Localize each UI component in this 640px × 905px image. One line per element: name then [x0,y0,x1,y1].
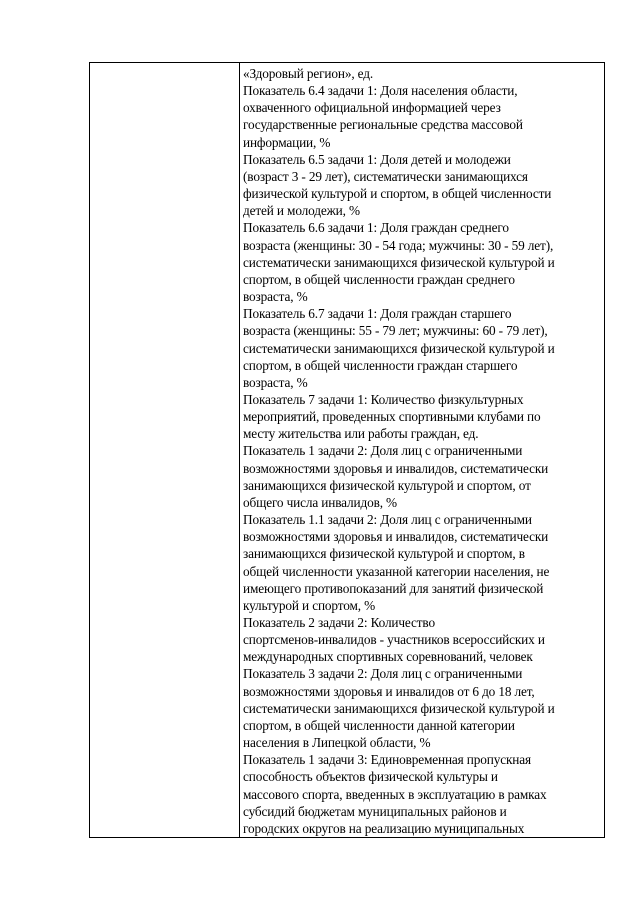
text-line: (возраст 3 - 29 лет), систематически занимающихся [243,168,528,184]
text-line: систематически занимающихся физической культурой и [243,254,555,270]
text-line: систематически занимающихся физической культурой и [243,340,555,356]
text-line: Показатель 6.6 задачи 1: Доля граждан среднего [243,220,509,236]
text-line: общей численности указанной категории населения, не [243,563,550,579]
text-line: городских округов на реализацию муниципальных [243,820,525,836]
text-line: возможностями здоровья и инвалидов, систематически [243,529,549,545]
text-line: детей и молодежи, % [243,203,360,219]
text-line: «Здоровый регион», ед. [243,66,374,81]
text-line: Показатель 3 задачи 2: Доля лиц с ограниченными [243,666,523,682]
text-line: Показатель 6.4 задачи 1: Доля населения области, [243,83,518,99]
text-line: информации, % [243,134,331,150]
text-line: культурой и спортом, % [243,597,375,613]
text-line: возраста, % [243,374,308,390]
text-line: общего числа инвалидов, % [243,494,397,510]
text-line: государственные региональные средства массовой [243,117,523,133]
text-line: Показатель 6.5 задачи 1: Доля детей и молодежи [243,151,511,167]
text-line: занимающихся физической культурой и спортом, от [243,477,531,493]
text-line: спортом, в общей численности граждан старшего [243,357,518,373]
text-line: Показатель 6.7 задачи 1: Доля граждан старшего [243,306,512,322]
text-line: массового спорта, введенных в эксплуатацию в рамках [243,786,547,802]
table-right-cell [240,63,604,837]
text-line: спортом, в общей численности граждан среднего [243,271,515,287]
text-line: Показатель 2 задачи 2: Количество [243,615,435,630]
text-line: охваченного официальной информацией через [243,100,501,116]
text-line: возможностями здоровья и инвалидов, систематически [243,460,549,476]
text-line: спортсменов-инвалидов - участников всероссийских и [243,632,545,648]
text-line: Показатель 7 задачи 1: Количество физкультурных [243,391,524,407]
text-line: возраста, % [243,289,308,305]
text-line: способность объектов физической культуры и [243,769,498,785]
text-line: месту жительства или работы граждан, ед. [243,426,479,442]
text-line: физической культурой и спортом, в общей численности [243,186,552,202]
text-line: населения в Липецкой области, % [243,735,431,751]
text-line: занимающихся физической культурой и спортом, в [243,546,525,562]
text-line: возраста (женщины: 55 - 79 лет; мужчины: 60 - 79 лет), [243,323,548,339]
text-line: Показатель 1.1 задачи 2: Доля лиц с ограниченными [243,512,532,528]
text-line: международных спортивных соревнований, человек [243,649,533,665]
text-line: Показатель 1 задачи 3: Единовременная пропускная [243,752,531,768]
text-line: субсидий бюджетам муниципальных районов и [243,803,507,819]
text-line: систематически занимающихся физической культурой и [243,700,555,716]
table-left-cell [90,63,240,837]
text-line: возраста (женщины: 30 - 54 года; мужчины: 30 - 59 лет), [243,237,554,253]
text-line: имеющего противопоказаний для занятий физической [243,580,544,596]
text-line: мероприятий, проведенных спортивными клубами по [243,409,541,425]
text-line: возможностями здоровья и инвалидов от 6 до 18 лет, [243,683,535,699]
text-line: Показатель 1 задачи 2: Доля лиц с ограниченными [243,443,523,459]
indicator-table [89,62,605,838]
text-line: спортом, в общей численности данной категории [243,717,515,733]
